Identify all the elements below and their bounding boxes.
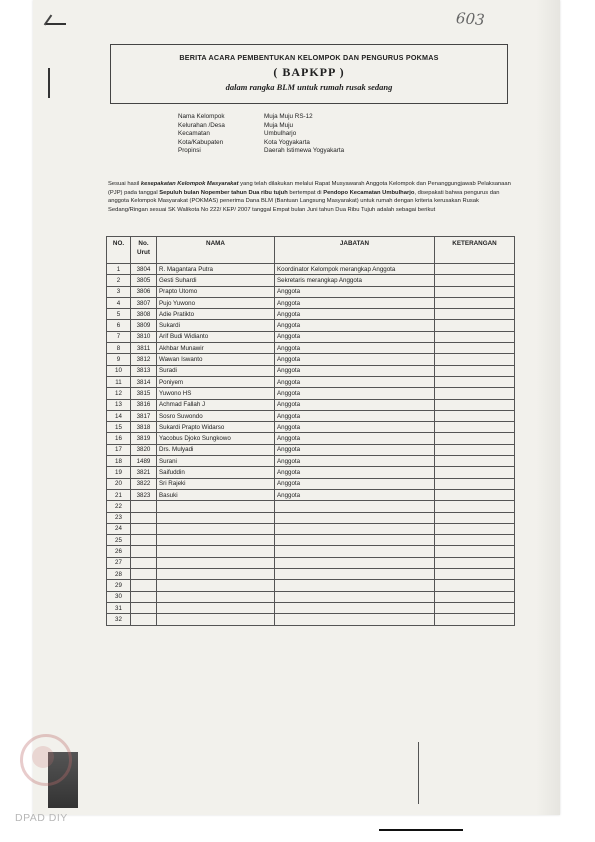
row-position: Anggota bbox=[275, 444, 435, 455]
row-name: Yacobus Djoko Sungkowo bbox=[157, 433, 275, 444]
row-urut bbox=[131, 591, 157, 602]
row-name: R. Magantara Putra bbox=[157, 264, 275, 275]
row-position: Anggota bbox=[275, 376, 435, 387]
row-number: 31 bbox=[107, 602, 131, 613]
table-row bbox=[107, 456, 515, 467]
row-urut: 3806 bbox=[131, 286, 157, 297]
row-position bbox=[275, 569, 435, 580]
row-urut: 3807 bbox=[131, 297, 157, 308]
row-urut: 3823 bbox=[131, 489, 157, 500]
row-urut: 3809 bbox=[131, 320, 157, 331]
watermark: DPAD DIY bbox=[15, 812, 68, 824]
row-note bbox=[435, 501, 515, 512]
row-note bbox=[435, 478, 515, 489]
row-note bbox=[435, 320, 515, 331]
info-row bbox=[178, 147, 344, 156]
archive-stamp-icon bbox=[20, 734, 72, 786]
page-shadow bbox=[536, 0, 560, 815]
row-note bbox=[435, 286, 515, 297]
row-number: 15 bbox=[107, 422, 131, 433]
row-note bbox=[435, 456, 515, 467]
row-note bbox=[435, 354, 515, 365]
row-urut: 3821 bbox=[131, 467, 157, 478]
row-name: Sukardi Prapto Widarso bbox=[157, 422, 275, 433]
table-row bbox=[107, 523, 515, 534]
row-name: Gesti Suhardi bbox=[157, 275, 275, 286]
row-position: Anggota bbox=[275, 478, 435, 489]
row-name bbox=[157, 591, 275, 602]
row-number: 8 bbox=[107, 343, 131, 354]
info-row bbox=[178, 139, 344, 148]
row-number: 22 bbox=[107, 501, 131, 512]
table-row bbox=[107, 410, 515, 421]
row-number: 30 bbox=[107, 591, 131, 602]
info-value: Kota Yogyakarta bbox=[264, 138, 310, 146]
row-note bbox=[435, 376, 515, 387]
row-name bbox=[157, 512, 275, 523]
row-position: Anggota bbox=[275, 410, 435, 421]
row-number: 2 bbox=[107, 275, 131, 286]
table-row bbox=[107, 501, 515, 512]
row-note bbox=[435, 557, 515, 568]
row-urut: 3814 bbox=[131, 376, 157, 387]
intro-location: Pendopo Kecamatan Umbulharjo bbox=[323, 189, 415, 196]
row-note bbox=[435, 309, 515, 320]
row-name bbox=[157, 580, 275, 591]
row-note bbox=[435, 410, 515, 421]
row-number: 5 bbox=[107, 309, 131, 320]
row-urut bbox=[131, 614, 157, 625]
row-position bbox=[275, 523, 435, 534]
table-row bbox=[107, 422, 515, 433]
row-name: Poniyem bbox=[157, 376, 275, 387]
row-note bbox=[435, 275, 515, 286]
row-urut bbox=[131, 512, 157, 523]
row-position: Anggota bbox=[275, 309, 435, 320]
row-number: 23 bbox=[107, 512, 131, 523]
row-number: 12 bbox=[107, 388, 131, 399]
row-number: 11 bbox=[107, 376, 131, 387]
row-number: 9 bbox=[107, 354, 131, 365]
row-number: 3 bbox=[107, 286, 131, 297]
info-value: Muja Muju RS-12 bbox=[264, 113, 313, 120]
row-position: Anggota bbox=[275, 320, 435, 331]
row-note bbox=[435, 297, 515, 308]
info-value: Umbulharjo bbox=[264, 130, 297, 138]
row-number: 32 bbox=[107, 614, 131, 625]
row-name: Achmad Fallah J bbox=[157, 399, 275, 410]
row-number: 24 bbox=[107, 523, 131, 534]
row-note bbox=[435, 365, 515, 376]
header-keterangan: KETERANGAN bbox=[435, 237, 515, 264]
row-position: Koordinator Kelompok merangkap Anggota bbox=[275, 264, 435, 275]
row-name: Saifuddin bbox=[157, 467, 275, 478]
handwritten-number: 603 bbox=[455, 9, 486, 29]
row-urut: 3811 bbox=[131, 343, 157, 354]
row-position: Anggota bbox=[275, 365, 435, 376]
row-name bbox=[157, 501, 275, 512]
row-number: 27 bbox=[107, 557, 131, 568]
table-row bbox=[107, 331, 515, 342]
row-urut: 3822 bbox=[131, 478, 157, 489]
table-row bbox=[107, 467, 515, 478]
row-urut bbox=[131, 523, 157, 534]
row-position bbox=[275, 557, 435, 568]
info-label: Kelurahan /Desa bbox=[178, 121, 225, 129]
table-row bbox=[107, 343, 515, 354]
row-name: Surani bbox=[157, 456, 275, 467]
row-name: Sri Rajeki bbox=[157, 478, 275, 489]
group-info bbox=[178, 113, 344, 156]
row-name: Akhbar Munawir bbox=[157, 343, 275, 354]
table-row bbox=[107, 546, 515, 557]
row-note bbox=[435, 331, 515, 342]
row-number: 26 bbox=[107, 546, 131, 557]
row-name: Suradi bbox=[157, 365, 275, 376]
document-subtitle: dalam rangka BLM untuk rumah rusak sedang bbox=[225, 82, 393, 92]
row-note bbox=[435, 512, 515, 523]
intro-paragraph bbox=[108, 180, 512, 214]
row-note bbox=[435, 614, 515, 625]
table-row bbox=[107, 535, 515, 546]
info-label: Nama Kelompok bbox=[178, 113, 225, 120]
document-title: BERITA ACARA PEMBENTUKAN KELOMPOK DAN PENGURUS POKMAS bbox=[179, 53, 439, 62]
title-box bbox=[110, 44, 508, 104]
row-position: Anggota bbox=[275, 456, 435, 467]
row-number: 29 bbox=[107, 580, 131, 591]
stamp-center bbox=[32, 746, 54, 768]
info-label: Kecamatan bbox=[178, 130, 210, 138]
row-number: 10 bbox=[107, 365, 131, 376]
row-position bbox=[275, 501, 435, 512]
row-number: 16 bbox=[107, 433, 131, 444]
table-header-row bbox=[107, 237, 515, 264]
row-name: Adie Pratikto bbox=[157, 309, 275, 320]
table-row bbox=[107, 444, 515, 455]
row-urut bbox=[131, 501, 157, 512]
row-position: Anggota bbox=[275, 399, 435, 410]
table-row bbox=[107, 354, 515, 365]
row-name bbox=[157, 602, 275, 613]
row-urut: 3818 bbox=[131, 422, 157, 433]
row-note bbox=[435, 399, 515, 410]
row-urut: 3817 bbox=[131, 410, 157, 421]
table-row bbox=[107, 297, 515, 308]
row-position bbox=[275, 512, 435, 523]
row-name bbox=[157, 614, 275, 625]
table-row bbox=[107, 580, 515, 591]
signature-divider bbox=[418, 742, 419, 804]
row-name bbox=[157, 569, 275, 580]
row-note bbox=[435, 523, 515, 534]
row-note bbox=[435, 388, 515, 399]
row-urut: 3804 bbox=[131, 264, 157, 275]
row-position bbox=[275, 546, 435, 557]
row-note bbox=[435, 489, 515, 500]
row-urut: 1489 bbox=[131, 456, 157, 467]
row-number: 19 bbox=[107, 467, 131, 478]
row-number: 17 bbox=[107, 444, 131, 455]
row-number: 28 bbox=[107, 569, 131, 580]
row-note bbox=[435, 467, 515, 478]
table-row bbox=[107, 557, 515, 568]
row-number: 25 bbox=[107, 535, 131, 546]
row-urut bbox=[131, 535, 157, 546]
row-name: Arif Budi Widianto bbox=[157, 331, 275, 342]
row-position: Anggota bbox=[275, 388, 435, 399]
row-number: 14 bbox=[107, 410, 131, 421]
info-row bbox=[178, 122, 344, 131]
row-position: Anggota bbox=[275, 343, 435, 354]
row-number: 20 bbox=[107, 478, 131, 489]
row-urut: 3805 bbox=[131, 275, 157, 286]
row-position: Anggota bbox=[275, 489, 435, 500]
row-note bbox=[435, 444, 515, 455]
table-row bbox=[107, 569, 515, 580]
row-note bbox=[435, 591, 515, 602]
table-row bbox=[107, 591, 515, 602]
intro-date: Sepuluh bulan Nopember tahun Dua ribu tujuh bbox=[159, 189, 288, 196]
table-row bbox=[107, 602, 515, 613]
row-note bbox=[435, 569, 515, 580]
info-value: Muja Muju bbox=[264, 121, 294, 129]
table-row bbox=[107, 365, 515, 376]
intro-text: , disepakati bahwa pengurus dan anggota Kelompok Masyarakat (POKMAS) penerima Dana BLM (Bantuan Langsung Masyarakat) untuk rumah dengan kriteria kerusakan Rusak Sedang/Ringan sesuai SK Walikota No 222/ KEP/ 2007 tanggal Empat bulan Juni tahun Dua Ribu Tujuh adalah sebagai berikut bbox=[108, 189, 500, 213]
row-note bbox=[435, 264, 515, 275]
row-note bbox=[435, 546, 515, 557]
table-row bbox=[107, 489, 515, 500]
row-position: Anggota bbox=[275, 433, 435, 444]
table-row bbox=[107, 512, 515, 523]
info-value: Daerah Istimewa Yogyakarta bbox=[264, 147, 345, 155]
row-position: Anggota bbox=[275, 467, 435, 478]
row-number: 7 bbox=[107, 331, 131, 342]
row-note bbox=[435, 422, 515, 433]
header-no: NO. bbox=[107, 237, 131, 264]
table-row bbox=[107, 388, 515, 399]
pen-bar bbox=[48, 68, 50, 98]
info-row bbox=[178, 130, 344, 139]
row-urut bbox=[131, 546, 157, 557]
row-position: Sekretaris merangkap Anggota bbox=[275, 275, 435, 286]
table-row bbox=[107, 309, 515, 320]
table-row bbox=[107, 286, 515, 297]
table-row bbox=[107, 478, 515, 489]
row-number: 13 bbox=[107, 399, 131, 410]
row-number: 21 bbox=[107, 489, 131, 500]
intro-emphasis: kesepakatan Kelompok Masyarakat bbox=[140, 181, 239, 187]
row-urut: 3808 bbox=[131, 309, 157, 320]
intro-text: Sesuai hasil bbox=[108, 181, 141, 187]
row-position bbox=[275, 535, 435, 546]
row-urut bbox=[131, 602, 157, 613]
row-name: Sukardi bbox=[157, 320, 275, 331]
row-note bbox=[435, 580, 515, 591]
row-position bbox=[275, 591, 435, 602]
info-label: Kota/Kabupaten bbox=[178, 138, 224, 146]
row-position bbox=[275, 614, 435, 625]
document-abbreviation: ( BAPKPP ) bbox=[273, 65, 345, 79]
row-name: Yuwono HS bbox=[157, 388, 275, 399]
row-number: 4 bbox=[107, 297, 131, 308]
row-position: Anggota bbox=[275, 422, 435, 433]
row-urut: 3816 bbox=[131, 399, 157, 410]
row-number: 1 bbox=[107, 264, 131, 275]
intro-text: bertempat di bbox=[287, 189, 324, 196]
row-position: Anggota bbox=[275, 354, 435, 365]
row-note bbox=[435, 602, 515, 613]
row-urut: 3812 bbox=[131, 354, 157, 365]
row-urut: 3813 bbox=[131, 365, 157, 376]
row-urut bbox=[131, 569, 157, 580]
row-name: Pujo Yuwono bbox=[157, 297, 275, 308]
row-note bbox=[435, 343, 515, 354]
row-name bbox=[157, 546, 275, 557]
table-row bbox=[107, 399, 515, 410]
header-nama: NAMA bbox=[157, 237, 275, 264]
row-name: Drs. Mulyadi bbox=[157, 444, 275, 455]
row-name bbox=[157, 535, 275, 546]
info-label: Propinsi bbox=[178, 147, 201, 155]
row-number: 6 bbox=[107, 320, 131, 331]
intro-text: yang telah dilakukan melalui Rapat Musyawarah Anggota Kelompok dan Penanggungjawab Pelaksanaan (PJP) pada tanggal bbox=[108, 181, 511, 196]
signature-strip bbox=[33, 742, 560, 815]
row-note bbox=[435, 535, 515, 546]
row-position bbox=[275, 580, 435, 591]
row-name bbox=[157, 557, 275, 568]
members-table bbox=[106, 236, 515, 626]
row-name: Wawan Iswanto bbox=[157, 354, 275, 365]
row-urut: 3820 bbox=[131, 444, 157, 455]
row-number: 18 bbox=[107, 456, 131, 467]
header-jabatan: JABATAN bbox=[275, 237, 435, 264]
row-position: Anggota bbox=[275, 331, 435, 342]
row-urut: 3815 bbox=[131, 388, 157, 399]
table-row bbox=[107, 264, 515, 275]
row-name bbox=[157, 523, 275, 534]
row-name: Sosro Suwondo bbox=[157, 410, 275, 421]
info-row bbox=[178, 113, 344, 122]
table-body bbox=[107, 264, 515, 626]
table-row bbox=[107, 376, 515, 387]
bottom-rule bbox=[379, 829, 463, 831]
header-urut: No. Urut bbox=[131, 237, 157, 264]
table-row bbox=[107, 320, 515, 331]
row-position: Anggota bbox=[275, 286, 435, 297]
table-row bbox=[107, 614, 515, 625]
row-note bbox=[435, 433, 515, 444]
row-position: Anggota bbox=[275, 297, 435, 308]
row-name: Prapto Utomo bbox=[157, 286, 275, 297]
row-urut: 3819 bbox=[131, 433, 157, 444]
table-row bbox=[107, 433, 515, 444]
row-urut bbox=[131, 557, 157, 568]
row-urut bbox=[131, 580, 157, 591]
row-urut: 3810 bbox=[131, 331, 157, 342]
row-position bbox=[275, 602, 435, 613]
row-name: Basuki bbox=[157, 489, 275, 500]
pen-dash bbox=[46, 23, 66, 25]
table-row bbox=[107, 275, 515, 286]
